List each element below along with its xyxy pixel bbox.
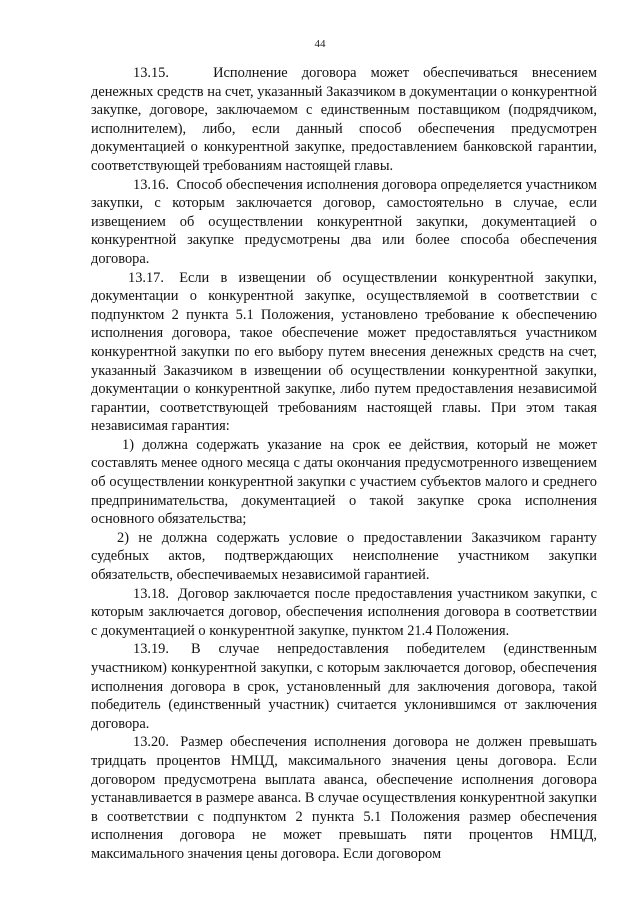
paragraph-13-16 bbox=[91, 176, 597, 269]
paragraph-number: 13.15. bbox=[133, 65, 169, 81]
paragraph-text: Способ обеспечения исполнения договора определяется участником закупки, с которым заключается договор, самостоятельно в случае, если извещением об осуществлении конкурентной закупки, документацией о конкурентной закупке предусмотрены два или более способа обеспечения договора. bbox=[91, 176, 597, 267]
paragraph-number: 13.19. bbox=[133, 641, 169, 658]
list-item-1 bbox=[91, 436, 597, 529]
paragraph-13-20 bbox=[91, 733, 597, 863]
paragraph-13-17 bbox=[91, 269, 597, 436]
list-item-2 bbox=[91, 529, 597, 585]
paragraph-number: 13.18. bbox=[133, 585, 169, 602]
paragraph-text: 2) не должна содержать условие о предоставлении Заказчиком гаранту судебных актов, подтверждающих неисполнение участником закупки обязательств, обеспечиваемых независимой гарантией. bbox=[91, 529, 597, 584]
paragraph-number: 13.20. bbox=[133, 734, 169, 751]
paragraph-text: Если в извещении об осуществлении конкурентной закупки, документации о конкурентной закупке, осуществляемой в соответствии с подпунктом 2 пункта 5.1 Положения, установлено требование к обеспечению исполнения договора, такое обеспечение может предоставляться участником конкурентной закупки по его выбору путем внесения денежных средств на счет, указанный Заказчиком в извещении об осуществлении конкурентной закупки, документации о конкурентной закупке, либо путем предоставления независимой гарантии, соответствующей требованиям настоящей главы. При этом такая независимая гарантия: bbox=[91, 269, 597, 435]
paragraph-number: 13.16. bbox=[133, 176, 169, 193]
document-body bbox=[91, 64, 597, 864]
paragraph-13-19 bbox=[91, 640, 597, 733]
paragraph-text: В случае непредоставления победителем (единственным участником) конкурентной закупки, с которым заключается договор, обеспечения исполнения договора в срок, установленный для заключения договора, такой победитель (единственный участник) считается уклонившимся от заключения договора. bbox=[91, 641, 597, 732]
paragraph-text: 1) должна содержать указание на срок ее действия, который не может составлять менее одного месяца с даты окончания предусмотренного извещением об осуществлении конкурентной закупки с участием субъектов малого и среднего предпринимательства, документацией о такой закупке срока исполнения основного обязательства; bbox=[91, 436, 597, 528]
paragraph-13-15 bbox=[91, 64, 597, 176]
paragraph-text: Исполнение договора может обеспечиваться внесением денежных средств на счет, указанный Заказчиком в документации о конкурентной закупке, договоре, заключаемом с единственным поставщиком (подрядчиком, исполнителем), либо, если данный способ обеспечения предусмотрен документацией о конкурентной закупке, предоставлением банковской гарантии, соответствующей требованиям настоящей главы. bbox=[91, 65, 597, 174]
page-number: 44 bbox=[314, 38, 326, 50]
paragraph-text: Размер обеспечения исполнения договора не должен превышать тридцать процентов НМЦД, максимального значения цены договора. Если договором предусмотрена выплата аванса, обеспечение исполнения договора устанавливается в размере аванса. В случае осуществления конкурентной закупки в соответствии с подпунктом 2 пункта 5.1 Положения размер обеспечения исполнения договора не может превышать пяти процентов НМЦД, максимального значения цены договора. Если договором bbox=[91, 734, 597, 862]
paragraph-number: 13.17. bbox=[128, 269, 164, 286]
paragraph-text: Договор заключается после предоставления участником закупки, с которым заключается договор, обеспечения исполнения договора в соответствии с документацией о конкурентной закупке, пунктом 21.4 Положения. bbox=[91, 585, 597, 639]
paragraph-13-18 bbox=[91, 585, 597, 641]
